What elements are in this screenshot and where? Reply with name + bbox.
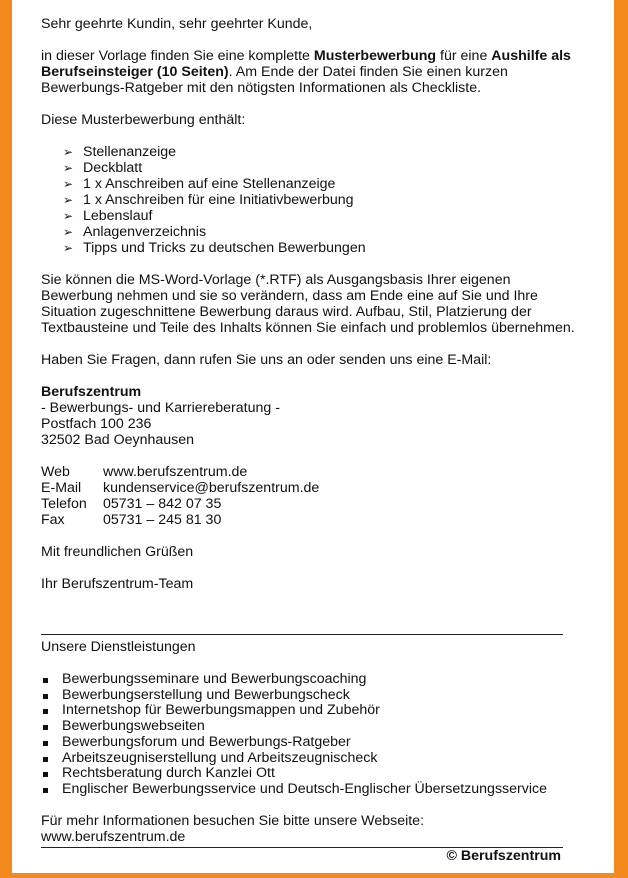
signature: Ihr Berufszentrum-Team <box>41 576 194 592</box>
list-item: ➢ Deckblatt <box>63 160 581 176</box>
greeting: Sehr geehrte Kundin, sehr geehrter Kunde, <box>41 16 313 32</box>
list-item: ➢ Lebenslauf <box>63 208 581 224</box>
address-line: Postfach 100 236 <box>41 416 152 432</box>
closing: Mit freundlichen Grüßen <box>41 544 194 560</box>
contact-email: E-Mail kundenservice@berufszentrum.de <box>41 480 320 496</box>
services-heading: Unsere Dienstleistungen <box>41 634 563 655</box>
list-item: Arbeitszeugniserstellung und Arbeitszeugnischeck <box>41 751 547 767</box>
document-page <box>12 0 614 873</box>
contact-web: Web www.berufszentrum.de <box>41 464 248 480</box>
email-link[interactable]: kundenservice@berufszentrum.de <box>103 480 320 496</box>
contact-phone: Telefon 05731 – 842 07 35 <box>41 496 222 512</box>
usage-paragraph: Sie können die MS-Word-Vorlage (*.RTF) als Ausgangsbasis Ihrer eigenen Bewerbung nehmen und sie so verändern, dass am Ende eine auf Sie und Ihre Situation zugeschnittene Bewerbung daraus wird. Aufbau, Stil, Platzierung der Textbausteine und Teile des Inhalts können Sie einfach und problemlos übernehmen. <box>41 272 575 336</box>
list-item: Rechtsberatung durch Kanzlei Ott <box>41 766 547 782</box>
address-line: 32502 Bad Oeynhausen <box>41 432 195 448</box>
list-item: Bewerbungserstellung und Bewerbungscheck <box>41 688 547 704</box>
copyright: © Berufszentrum <box>446 848 561 864</box>
contents-list <box>41 144 581 256</box>
intro-paragraph: in dieser Vorlage finden Sie eine komplette Musterbewerbung für eine Aushilfe als Berufseinsteiger (10 Seiten). Am Ende der Datei finden Sie einen kurzen Bewerbungs-Ratgeber mit den nötigsten Informationen als Checkliste. <box>41 48 571 96</box>
company-subtitle: - Bewerbungs- und Karriereberatung - <box>41 400 280 416</box>
web-link[interactable]: www.berufszentrum.de <box>103 464 248 480</box>
list-item: Englischer Bewerbungsservice und Deutsch-Englischer Übersetzungsservice <box>41 782 547 798</box>
list-item: ➢ 1 x Anschreiben auf eine Stellenanzeige <box>63 176 581 192</box>
company-name: Berufszentrum <box>41 384 142 400</box>
contact-fax: Fax 05731 – 245 81 30 <box>41 512 222 528</box>
services-list <box>41 672 547 798</box>
list-item: ➢ Anlagenverzeichnis <box>63 224 581 240</box>
questions-paragraph: Haben Sie Fragen, dann rufen Sie uns an oder senden uns eine E-Mail: <box>41 352 492 368</box>
list-item: Bewerbungsforum und Bewerbungs-Ratgeber <box>41 735 547 751</box>
list-item: Internetshop für Bewerbungsmappen und Zubehör <box>41 703 547 719</box>
list-item: ➢ Stellenanzeige <box>63 144 581 160</box>
letter-body <box>41 16 581 592</box>
list-item: Bewerbungswebseiten <box>41 719 547 735</box>
list-item: ➢ Tipps und Tricks zu deutschen Bewerbungen <box>63 240 581 256</box>
more-info: Für mehr Informationen besuchen Sie bitte unsere Webseite: www.berufszentrum.de <box>41 813 563 848</box>
list-item: ➢ 1 x Anschreiben für eine Initiativbewerbung <box>63 192 581 208</box>
contents-heading: Diese Musterbewerbung enthält: <box>41 112 246 128</box>
list-item: Bewerbungsseminare und Bewerbungscoaching <box>41 672 547 688</box>
